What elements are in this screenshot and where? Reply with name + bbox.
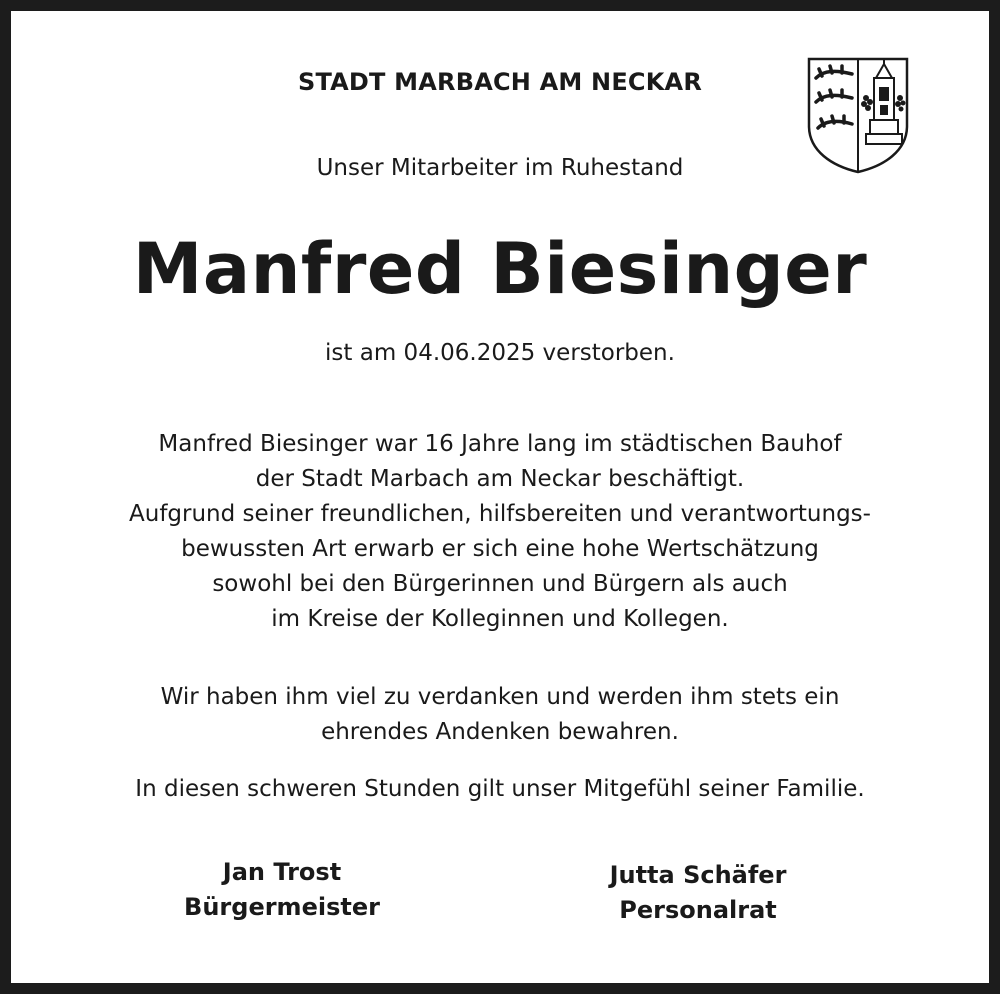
death-date-line: ist am 04.06.2025 verstorben. xyxy=(325,340,675,366)
paragraph-line: Manfred Biesinger war 16 Jahre lang im städtischen Bauhof xyxy=(158,431,842,457)
signature-name: Jan Trost xyxy=(222,858,342,886)
signature-name: Jutta Schäfer xyxy=(609,861,787,889)
signature-role: Bürgermeister xyxy=(184,893,380,921)
paragraph-line: bewussten Art erwarb er sich eine hohe Wertschätzung xyxy=(181,536,819,562)
deceased-name: Manfred Biesinger xyxy=(132,228,868,310)
condolence-line: In diesen schweren Stunden gilt unser Mitgefühl seiner Familie. xyxy=(135,776,865,802)
tribute-paragraph xyxy=(0,427,1000,637)
paragraph-line: Wir haben ihm viel zu verdanken und werden ihm stets ein xyxy=(160,684,840,710)
signature-mayor xyxy=(132,855,432,925)
gratitude-paragraph xyxy=(0,680,1000,750)
paragraph-line: ehrendes Andenken bewahren. xyxy=(321,719,679,745)
signature-role: Personalrat xyxy=(619,896,777,924)
signature-staff-council xyxy=(548,858,848,928)
paragraph-line: Aufgrund seiner freundlichen, hilfsbereiten und verantwortungs- xyxy=(129,501,871,527)
paragraph-line: im Kreise der Kolleginnen und Kollegen. xyxy=(271,606,729,632)
paragraph-line: der Stadt Marbach am Neckar beschäftigt. xyxy=(255,466,745,492)
organization-title: STADT MARBACH AM NECKAR xyxy=(297,68,703,96)
subtitle: Unser Mitarbeiter im Ruhestand xyxy=(316,155,684,181)
paragraph-line: sowohl bei den Bürgerinnen und Bürgern als auch xyxy=(212,571,788,597)
